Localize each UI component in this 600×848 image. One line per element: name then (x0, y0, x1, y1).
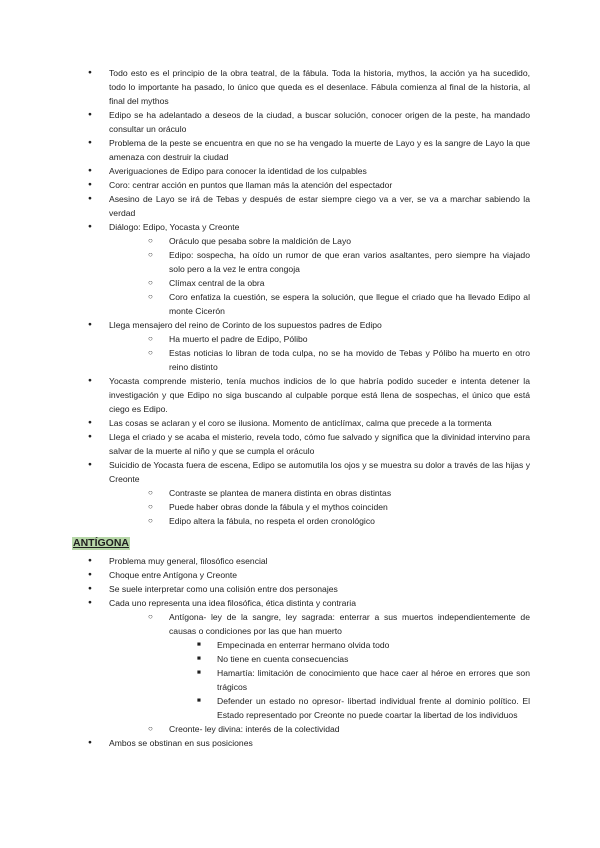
list-item-text: Llega mensajero del reino de Corinto de los supuestos padres de Edipo (109, 320, 382, 330)
sublist-item: ○ Puede haber obras donde la fábula y el mythos coinciden (145, 500, 530, 514)
section-heading: ANTÍGONA (73, 537, 129, 549)
section1-list (72, 66, 530, 528)
sublist-item: ○ Coro enfatiza la cuestión, se espera la solución, que llegue el criado que ha llevado Edipo al monte Cicerón (145, 290, 530, 318)
subsublist-item: ■ Empecinada en enterrar hermano olvida todo (193, 638, 530, 652)
list-item: ● Se suele interpretar como una colisión entre dos personajes (72, 582, 530, 596)
sublist (145, 332, 530, 374)
list-item: ● Choque entre Antígona y Creonte (72, 568, 530, 582)
list-item-text: Diálogo: Edipo, Yocasta y Creonte (109, 222, 240, 232)
sublist-item: ○ Estas noticias lo libran de toda culpa, no se ha movido de Tebas y Pólibo ha muerto en otro reino distinto (145, 346, 530, 374)
list-item-cada-uno (72, 596, 530, 736)
list-item: ● Coro: centrar acción en puntos que llaman más la atención del espectador (72, 178, 530, 192)
sublist (145, 234, 530, 318)
list-item-text: Cada uno representa una idea filosófica, ética distinta y contraria (109, 598, 356, 608)
section2-list (72, 554, 530, 750)
list-item: ● Yocasta comprende misterio, tenía muchos indicios de lo que habría podido suceder e intenta detener la investigación y que Edipo no siga buscando al culpable porque está llena de sospechas, el único que está ciego es Edipo. (72, 374, 530, 416)
subsublist-item: ■ Hamartía: limitación de conocimiento que hace caer al héroe en errores que son trágicos (193, 666, 530, 694)
list-item: ● Llega el criado y se acaba el misterio, revela todo, cómo fue salvado y significa que la divinidad intervino para salvar de la muerte al niño y que se cumpla el oráculo (72, 430, 530, 458)
sublist-item: ○ Clímax central de la obra (145, 276, 530, 290)
list-item: ● Asesino de Layo se irá de Tebas y después de estar siempre ciego va a ver, se va a marchar sabiendo la verdad (72, 192, 530, 220)
sublist (145, 610, 530, 736)
sublist-item-creonte: ○ Creonte- ley divina: interés de la colectividad (145, 722, 530, 736)
subsublist-item: ■ Defender un estado no opresor- libertad individual frente al dominio político. El Estado representado por Creonte no puede coartar la libertad de los individuos (193, 694, 530, 722)
list-item-suicidio (72, 458, 530, 528)
list-item-text: Suicidio de Yocasta fuera de escena, Edipo se automutila los ojos y se muestra su dolor a través de las hijas y Creonte (109, 460, 530, 484)
list-item: ● Edipo se ha adelantado a deseos de la ciudad, a buscar solución, conocer origen de la peste, ha mandado consultar un oráculo (72, 108, 530, 136)
list-item: ● Las cosas se aclaran y el coro se ilusiona. Momento de anticlímax, calma que precede a la tormenta (72, 416, 530, 430)
list-item: ● Averiguaciones de Edipo para conocer la identidad de los culpables (72, 164, 530, 178)
subsublist (193, 638, 530, 722)
sublist-item: ○ Contraste se plantea de manera distinta en obras distintas (145, 486, 530, 500)
sublist-item: ○ Edipo: sospecha, ha oído un rumor de que eran varios asaltantes, pero siempre ha viajado solo pero a la vez le entra congoja (145, 248, 530, 276)
list-item: ● Problema de la peste se encuentra en que no se ha vengado la muerte de Layo y es la sangre de Layo la que amenaza con destruir la ciudad (72, 136, 530, 164)
sublist-item: ○ Ha muerto el padre de Edipo, Pólibo (145, 332, 530, 346)
list-item: ● Todo esto es el principio de la obra teatral, de la fábula. Toda la historia, mythos, la acción ya ha sucedido, todo lo importante ha pasado, lo único que queda es el desenlace. Fábula comienza al final de la historia, al final del mythos (72, 66, 530, 108)
sublist (145, 486, 530, 528)
subsublist-item: ■ No tiene en cuenta consecuencias (193, 652, 530, 666)
list-item-mensajero (72, 318, 530, 374)
sublist-item-text: Antígona- ley de la sangre, ley sagrada: enterrar a sus muertos independientemente de causas o condiciones por las que han muerto (169, 612, 530, 636)
list-item: ● Ambos se obstinan en sus posiciones (72, 736, 530, 750)
sublist-item: ○ Edipo altera la fábula, no respeta el orden cronológico (145, 514, 530, 528)
sublist-item: ○ Oráculo que pesaba sobre la maldición de Layo (145, 234, 530, 248)
list-item-dialogo (72, 220, 530, 318)
list-item: ● Problema muy general, filosófico esencial (72, 554, 530, 568)
sublist-item-antigona (145, 610, 530, 722)
